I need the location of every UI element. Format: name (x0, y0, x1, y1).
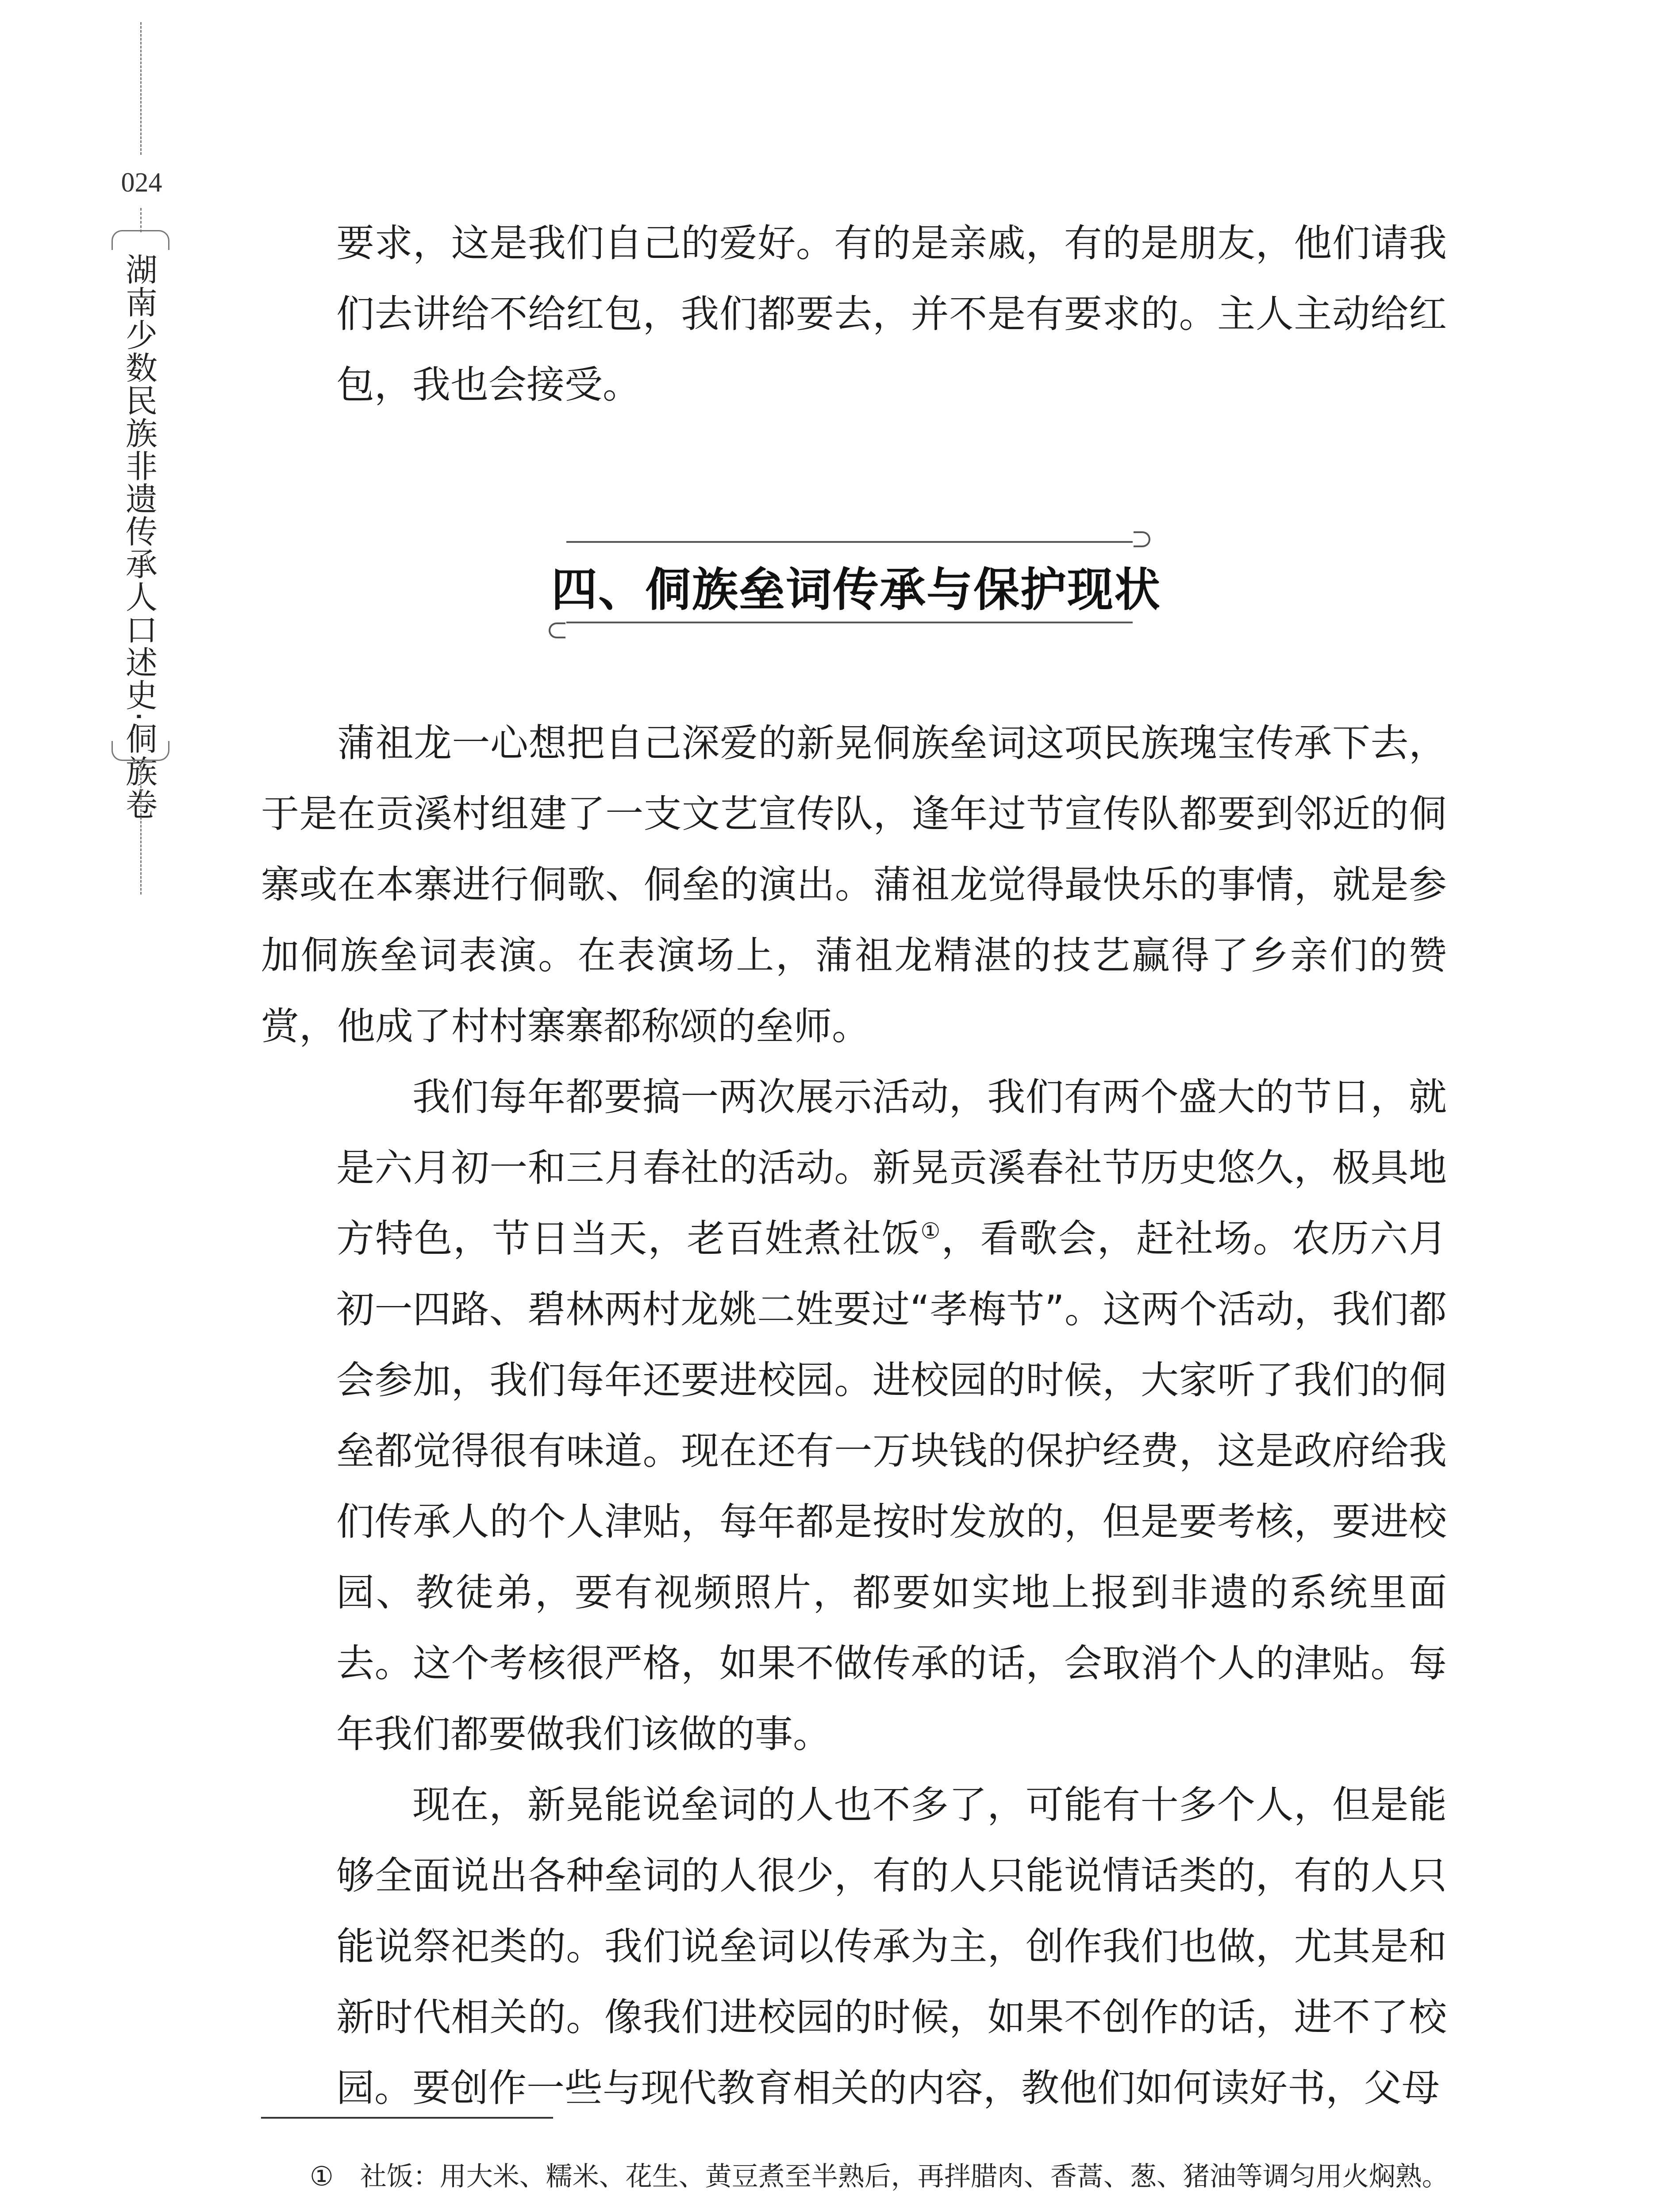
margin-dashed-line-bottom (140, 762, 142, 895)
section-heading-block (549, 538, 1164, 653)
footnote-text: 社饭：用大米、糯米、花生、黄豆煮至半熟后，再拌腊肉、香蒿、葱、猪油等调匀用火焖熟。 (360, 2161, 1449, 2192)
page-number: 024 (121, 168, 162, 198)
interview-quote-block (336, 1062, 1447, 2124)
running-title-bracket-top (111, 230, 169, 250)
running-title-bracket-bottom (111, 741, 169, 761)
section-heading: 四、侗族垒词传承与保护现状 (551, 562, 1161, 617)
footnote-reference[interactable]: ① (920, 1218, 942, 1244)
quote-paragraph-1-text-b: ，看歌会，赶社场。农历六月初一四路、碧林两村龙姚二姓要过“孝梅节”。这两个活动，我们都会参加，我们每年还要进校园。进校园的时候，大家听了我们的侗垒都觉得很有味道。现在还有一万块钱的保护经费，这是政府给我们传承人的个人津贴，每年都是按时发放的，但是要考核，要进校园、教徒弟，要有视频照片，都要如实地上报到非遗的系统里面去。这个考核很严格，如果不做传承的话，会取消个人的津贴。每年我们都要做我们该做的事。 (336, 1217, 1447, 1756)
quote-paragraph-1-text-a: 我们每年都要搞一两次展示活动，我们有两个盛大的节日，就是六月初一和三月春社的活动。新晃贡溪春社节历史悠久，极具地方特色，节日当天，老百姓煮社饭 (336, 1075, 1447, 1261)
margin-dashed-line-top (140, 22, 142, 155)
quote-paragraph-2: 现在，新晃能说垒词的人也不多了，可能有十多个人，但是能够全面说出各种垒词的人很少，有的人只能说情话类的，有的人只能说祭祀类的。我们说垒词以传承为主，创作我们也做，尤其是和新时代相关的。像我们进校园的时候，如果不创作的话，进不了校园。要创作一些与现代教育相关的内容，教他们如何读好书，父母 (336, 1783, 1447, 2110)
footnote-divider (261, 2117, 553, 2119)
heading-ornament-rule-top (566, 541, 1133, 543)
heading-ornament-rule-bottom (566, 622, 1133, 623)
quote-paragraph: 要求，这是我们自己的爱好。有的是亲戚，有的是朋友，他们请我们去讲给不给红包，我们都要去，并不是有要求的。主人主动给红包，我也会接受。 (336, 221, 1447, 407)
narrative-block (261, 708, 1447, 1062)
running-title: 湖南少数民族非遗传承人口述史·侗族卷 (120, 253, 158, 821)
margin-dashed-line-middle (140, 208, 142, 232)
footnote-marker: ① (310, 2161, 334, 2192)
footnote (310, 2157, 1469, 2197)
quote-continuation (336, 208, 1447, 420)
quote-paragraph-1 (336, 1062, 1447, 1770)
narrative-paragraph: 蒲祖龙一心想把自己深爱的新晃侗族垒词这项民族瑰宝传承下去，于是在贡溪村组建了一支文艺宣传队，逢年过节宣传队都要到邻近的侗寨或在本寨进行侗歌、侗垒的演出。蒲祖龙觉得最快乐的事情，就是参加侗族垒词表演。在表演场上，蒲祖龙精湛的技艺赢得了乡亲们的赞赏，他成了村村寨寨都称颂的垒师。 (261, 721, 1447, 1048)
